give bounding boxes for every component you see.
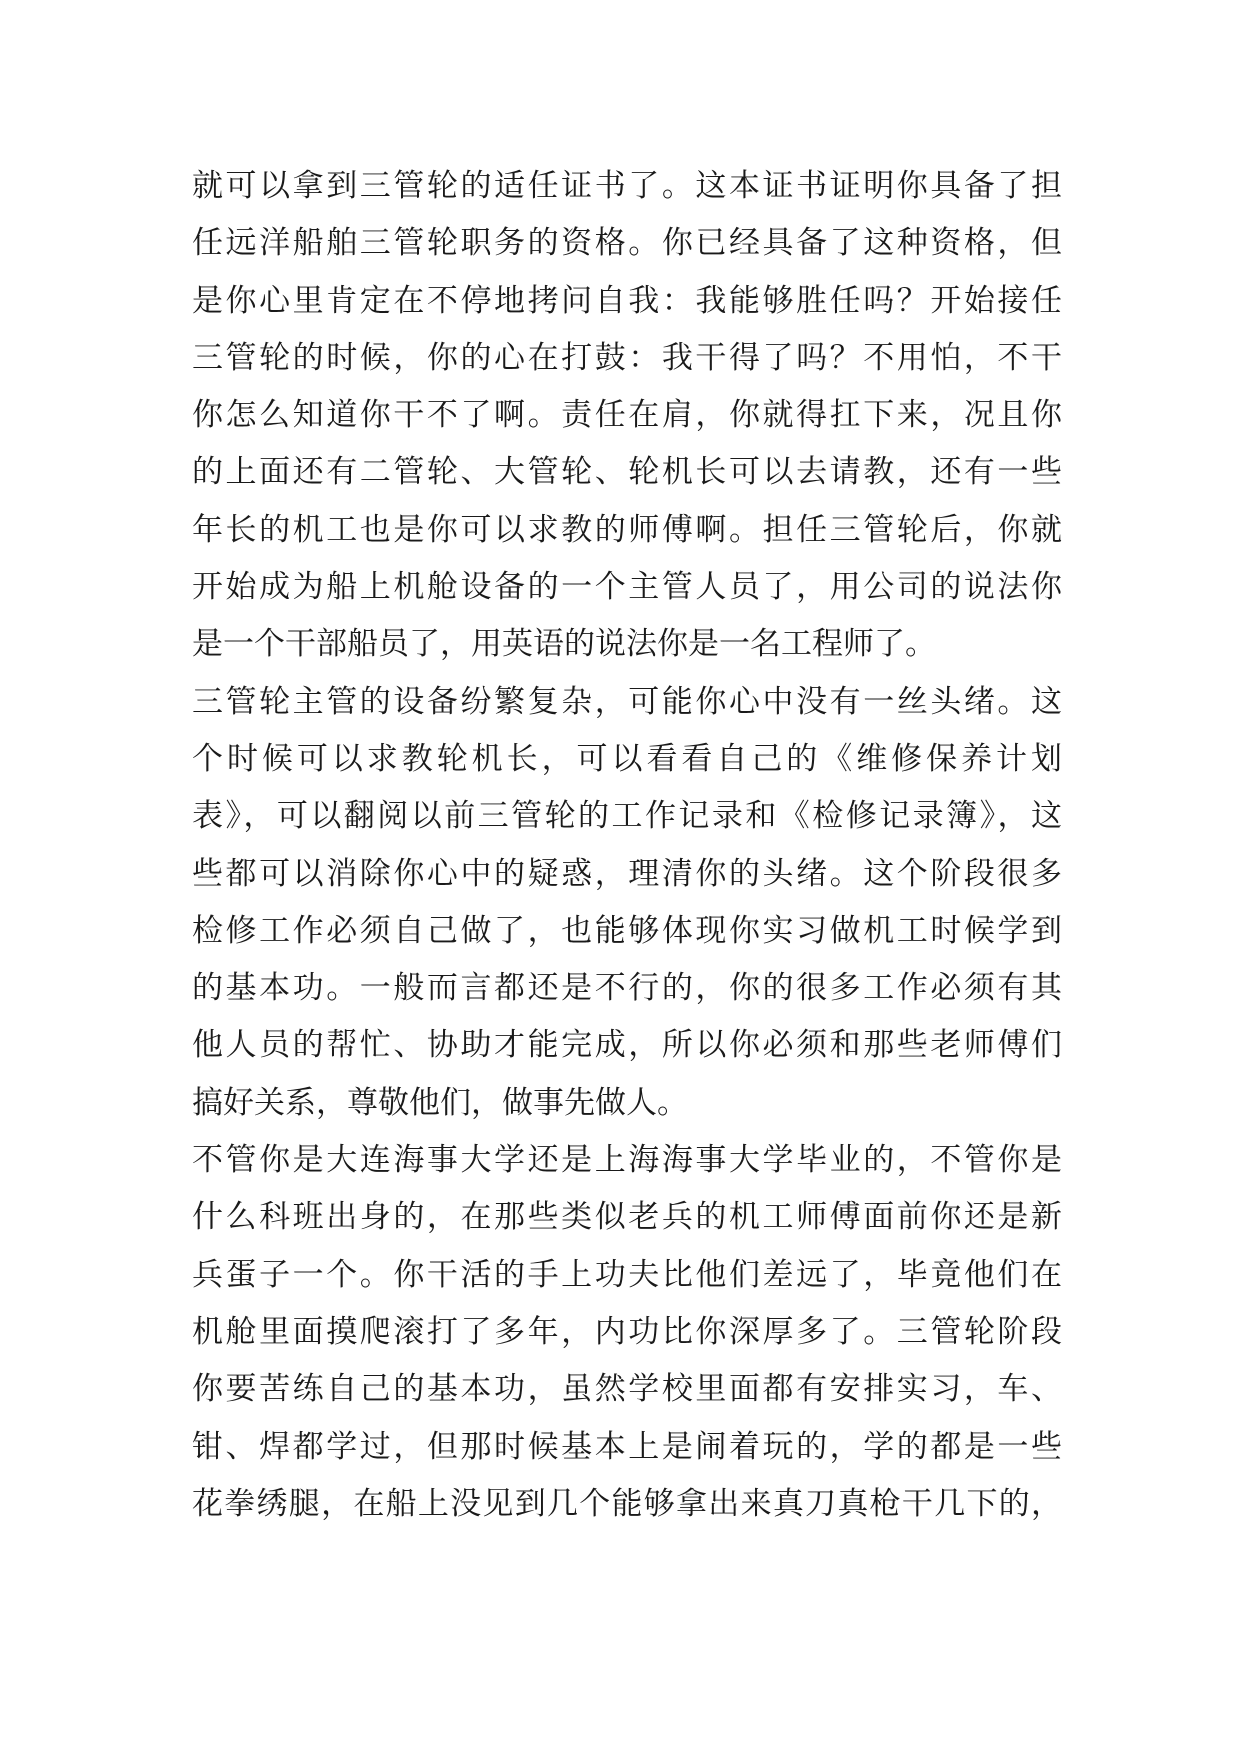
text-line: 就可以拿到三管轮的适任证书了。这本证书证明你具备了担 <box>192 168 1062 204</box>
text-line: 花拳绣腿，在船上没见到几个能够拿出来真刀真枪干几下的， <box>192 1485 1062 1522</box>
text-line: 他人员的帮忙、协助才能完成，所以你必须和那些老师傅们 <box>192 1027 1062 1064</box>
text-line: 的上面还有二管轮、大管轮、轮机长可以去请教，还有一些 <box>192 454 1062 491</box>
text-line: 你怎么知道你干不了啊。责任在肩，你就得扛下来，况且你 <box>192 397 1062 434</box>
text-line: 不管你是大连海事大学还是上海海事大学毕业的，不管你是 <box>192 1142 1062 1179</box>
text-line: 开始成为船上机舱设备的一个主管人员了，用公司的说法你 <box>192 569 1062 606</box>
text-line: 任远洋船舶三管轮职务的资格。你已经具备了这种资格，但 <box>192 225 1062 262</box>
text-line: 是你心里肯定在不停地拷问自我：我能够胜任吗？开始接任 <box>192 282 1062 319</box>
text-line: 的基本功。一般而言都还是不行的，你的很多工作必须有其 <box>192 970 1062 1007</box>
text-line: 年长的机工也是你可以求教的师傅啊。担任三管轮后，你就 <box>192 511 1062 548</box>
text-line: 兵蛋子一个。你干活的手上功夫比他们差远了，毕竟他们在 <box>192 1256 1062 1293</box>
text-line: 三管轮主管的设备纷繁复杂，可能你心中没有一丝头绪。这 <box>192 683 1062 720</box>
body-text <box>192 158 1062 1533</box>
text-line: 检修工作必须自己做了，也能够体现你实习做机工时候学到 <box>192 912 1062 949</box>
text-line: 你要苦练自己的基本功，虽然学校里面都有安排实习，车、 <box>192 1371 1062 1408</box>
text-line: 钳、焊都学过，但那时候基本上是闹着玩的，学的都是一些 <box>192 1428 1062 1465</box>
text-line: 些都可以消除你心中的疑惑，理清你的头绪。这个阶段很多 <box>192 855 1062 892</box>
text-line: 个时候可以求教轮机长，可以看看自己的《维修保养计划 <box>192 740 1062 777</box>
paragraph-end-line: 搞好关系，尊敬他们，做事先做人。 <box>192 1084 688 1121</box>
text-line: 三管轮的时候，你的心在打鼓：我干得了吗？不用怕，不干 <box>192 339 1062 376</box>
paragraph-end-line: 是一个干部船员了，用英语的说法你是一名工程师了。 <box>192 626 936 663</box>
text-line: 表》，可以翻阅以前三管轮的工作记录和《检修记录簿》，这 <box>192 798 1062 835</box>
text-line: 什么科班出身的，在那些类似老兵的机工师傅面前你还是新 <box>192 1199 1062 1236</box>
text-line: 机舱里面摸爬滚打了多年，内功比你深厚多了。三管轮阶段 <box>192 1313 1062 1350</box>
